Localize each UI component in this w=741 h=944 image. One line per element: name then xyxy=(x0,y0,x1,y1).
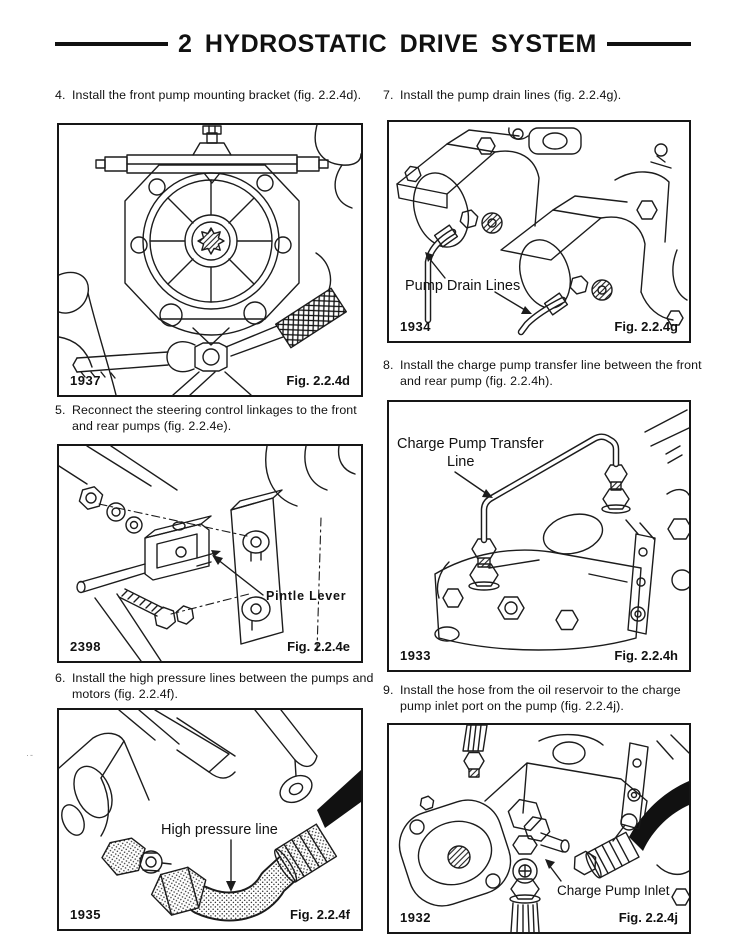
linkage-bracket xyxy=(145,516,211,580)
step-8-text: Install the charge pump transfer line between the front and rear pump (fig. 2.2.4h). xyxy=(400,358,702,388)
elbow-body xyxy=(201,860,297,906)
step-7-number: 7. xyxy=(383,88,394,102)
drain-line-front xyxy=(428,232,453,320)
step-6-text: Install the high pressure lines between the pumps and motors (fig. 2.2.4f). xyxy=(72,671,374,701)
charge-pump-inlet-drawing xyxy=(391,725,689,932)
pump-drain-lines-drawing xyxy=(397,128,687,332)
callout-arrow-right xyxy=(495,292,525,310)
page-title: 2 HYDROSTATIC DRIVE SYSTEM xyxy=(178,29,597,58)
mounting-bracket-illustration xyxy=(59,125,361,395)
pump-drain-lines-illustration xyxy=(389,122,689,341)
rear-fitting xyxy=(602,465,630,513)
photo-number: 1935 xyxy=(70,907,101,922)
hose-collar xyxy=(583,832,639,879)
figure-label: Fig. 2.2.4e xyxy=(287,639,350,654)
high-pressure-line-callout: High pressure line xyxy=(161,822,278,838)
title-rule-right xyxy=(607,42,691,46)
figure-label: Fig. 2.2.4f xyxy=(290,907,350,922)
step-5-text: Reconnect the steering control linkages to the front and rear pumps (fig. 2.2.4e). xyxy=(72,403,357,433)
step-6 xyxy=(55,671,377,702)
photo-number: 1934 xyxy=(400,319,431,334)
black-hose xyxy=(317,770,361,828)
high-pressure-line-illustration xyxy=(59,710,361,929)
step-4-number: 4. xyxy=(55,88,66,102)
step-7 xyxy=(383,88,705,104)
bolt xyxy=(119,589,196,631)
callout-arrow-left xyxy=(429,258,445,278)
hex-nut xyxy=(77,485,105,511)
transfer-line-callout-line1: Charge Pump Transfer xyxy=(397,436,544,452)
splined-shaft xyxy=(198,228,224,254)
photo-number: 1933 xyxy=(400,648,431,663)
title-rule-left xyxy=(55,42,168,46)
step-4 xyxy=(55,88,377,104)
mounting-bracket-drawing xyxy=(59,125,361,395)
inlet-fitting-and-hose xyxy=(510,859,540,932)
pintle-lever-illustration xyxy=(59,446,361,661)
tee-fitting xyxy=(505,798,569,854)
step-8 xyxy=(383,358,705,389)
transfer-line-callout-line2: Line xyxy=(447,454,475,470)
step-6-number: 6. xyxy=(55,671,66,685)
rear-pump xyxy=(501,196,645,315)
callout-arrow xyxy=(455,472,487,494)
scan-artifact: ·- xyxy=(26,750,34,760)
photo-number: 1937 xyxy=(70,373,101,388)
pintle-lever-callout: Pintle Lever xyxy=(266,589,347,603)
page-header xyxy=(55,29,691,59)
pintle-lever-plate xyxy=(231,490,283,644)
transfer-line-illustration xyxy=(389,402,689,670)
photo-number: 2398 xyxy=(70,639,101,654)
pump-drain-lines-callout: Pump Drain Lines xyxy=(405,278,521,294)
flange-plate xyxy=(391,791,520,914)
charge-pump-inlet-illustration xyxy=(389,725,689,932)
step-9-number: 9. xyxy=(383,683,394,697)
charge-pump-inlet-callout: Charge Pump Inlet xyxy=(557,883,670,898)
step-8-number: 8. xyxy=(383,358,394,372)
figure-2-2-4h xyxy=(387,400,691,672)
figure-2-2-4j xyxy=(387,723,691,934)
figure-label: Fig. 2.2.4h xyxy=(614,648,678,663)
step-4-text: Install the front pump mounting bracket (fig. 2.2.4d). xyxy=(72,88,362,102)
front-fitting xyxy=(469,539,499,590)
figure-2-2-4e xyxy=(57,444,363,663)
figure-label: Fig. 2.2.4d xyxy=(286,373,350,388)
step-9-text: Install the hose from the oil reservoir to the charge pump inlet port on the pump (fig. 2.2.4j). xyxy=(400,683,681,713)
figure-label: Fig. 2.2.4g xyxy=(614,319,678,334)
figure-label: Fig. 2.2.4j xyxy=(618,910,678,925)
figure-2-2-4g xyxy=(387,120,691,343)
step-5 xyxy=(55,403,377,434)
step-5-number: 5. xyxy=(55,403,66,417)
figure-2-2-4f xyxy=(57,708,363,931)
high-pressure-line-drawing xyxy=(59,710,361,919)
pintle-lever-drawing xyxy=(59,446,355,661)
callout-arrow xyxy=(217,559,263,595)
figure-2-2-4d xyxy=(57,123,363,397)
step-9 xyxy=(383,683,705,714)
photo-number: 1932 xyxy=(400,910,431,925)
step-7-text: Install the pump drain lines (fig. 2.2.4g). xyxy=(400,88,622,102)
top-hose xyxy=(463,725,487,777)
callout-arrow xyxy=(549,865,561,881)
front-pump xyxy=(397,128,539,254)
washer xyxy=(107,503,125,521)
